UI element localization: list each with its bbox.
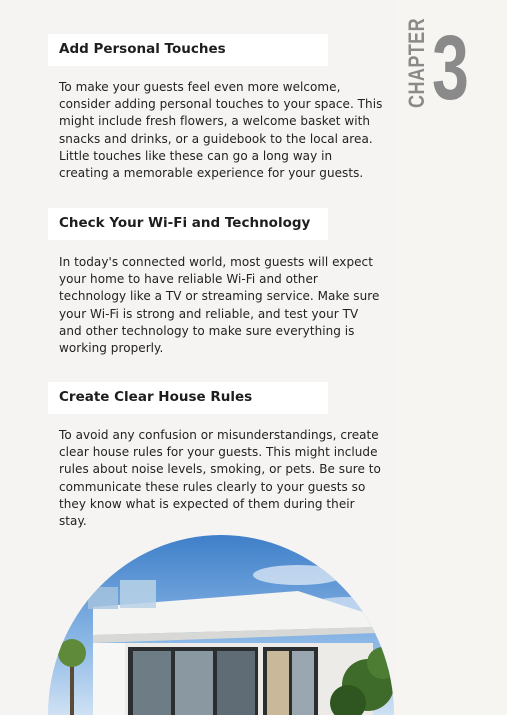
section-body-personal-touches: To make your guests feel even more welcome, consider adding personal touches to your space. This might include fresh flowers, a welcome basket with snacks and drinks, or a guidebook to the local area. Little touches like these can go a long way in creating a memorable experience for your guests.: [59, 80, 383, 181]
house-photo-illustration: [48, 535, 394, 715]
section-body-wifi: In today's connected world, most guests will expect your home to have reliable Wi-Fi and other technology like a TV or streaming service. Make sure your Wi-Fi is strong and reliable, and test your TV and other technology to make sure everything is working properly.: [59, 255, 380, 356]
section-title: Add Personal Touches: [59, 41, 226, 57]
section-heading-wifi: [48, 208, 328, 240]
chapter-label: CHAPTER: [404, 17, 429, 109]
house-photo: [48, 535, 394, 715]
section-title: Check Your Wi-Fi and Technology: [59, 215, 311, 231]
chapter-number: 3: [432, 17, 469, 119]
section-title: Create Clear House Rules: [59, 389, 253, 405]
section-heading-house-rules: [48, 382, 328, 414]
section-heading-personal-touches: [48, 34, 328, 66]
section-body-house-rules: To avoid any confusion or misunderstandings, create clear house rules for your guests. This might include rules about noise levels, smoking, or pets. Be sure to communicate these rules clearly to your guests so they know what is expected of them during their stay.: [59, 428, 381, 529]
